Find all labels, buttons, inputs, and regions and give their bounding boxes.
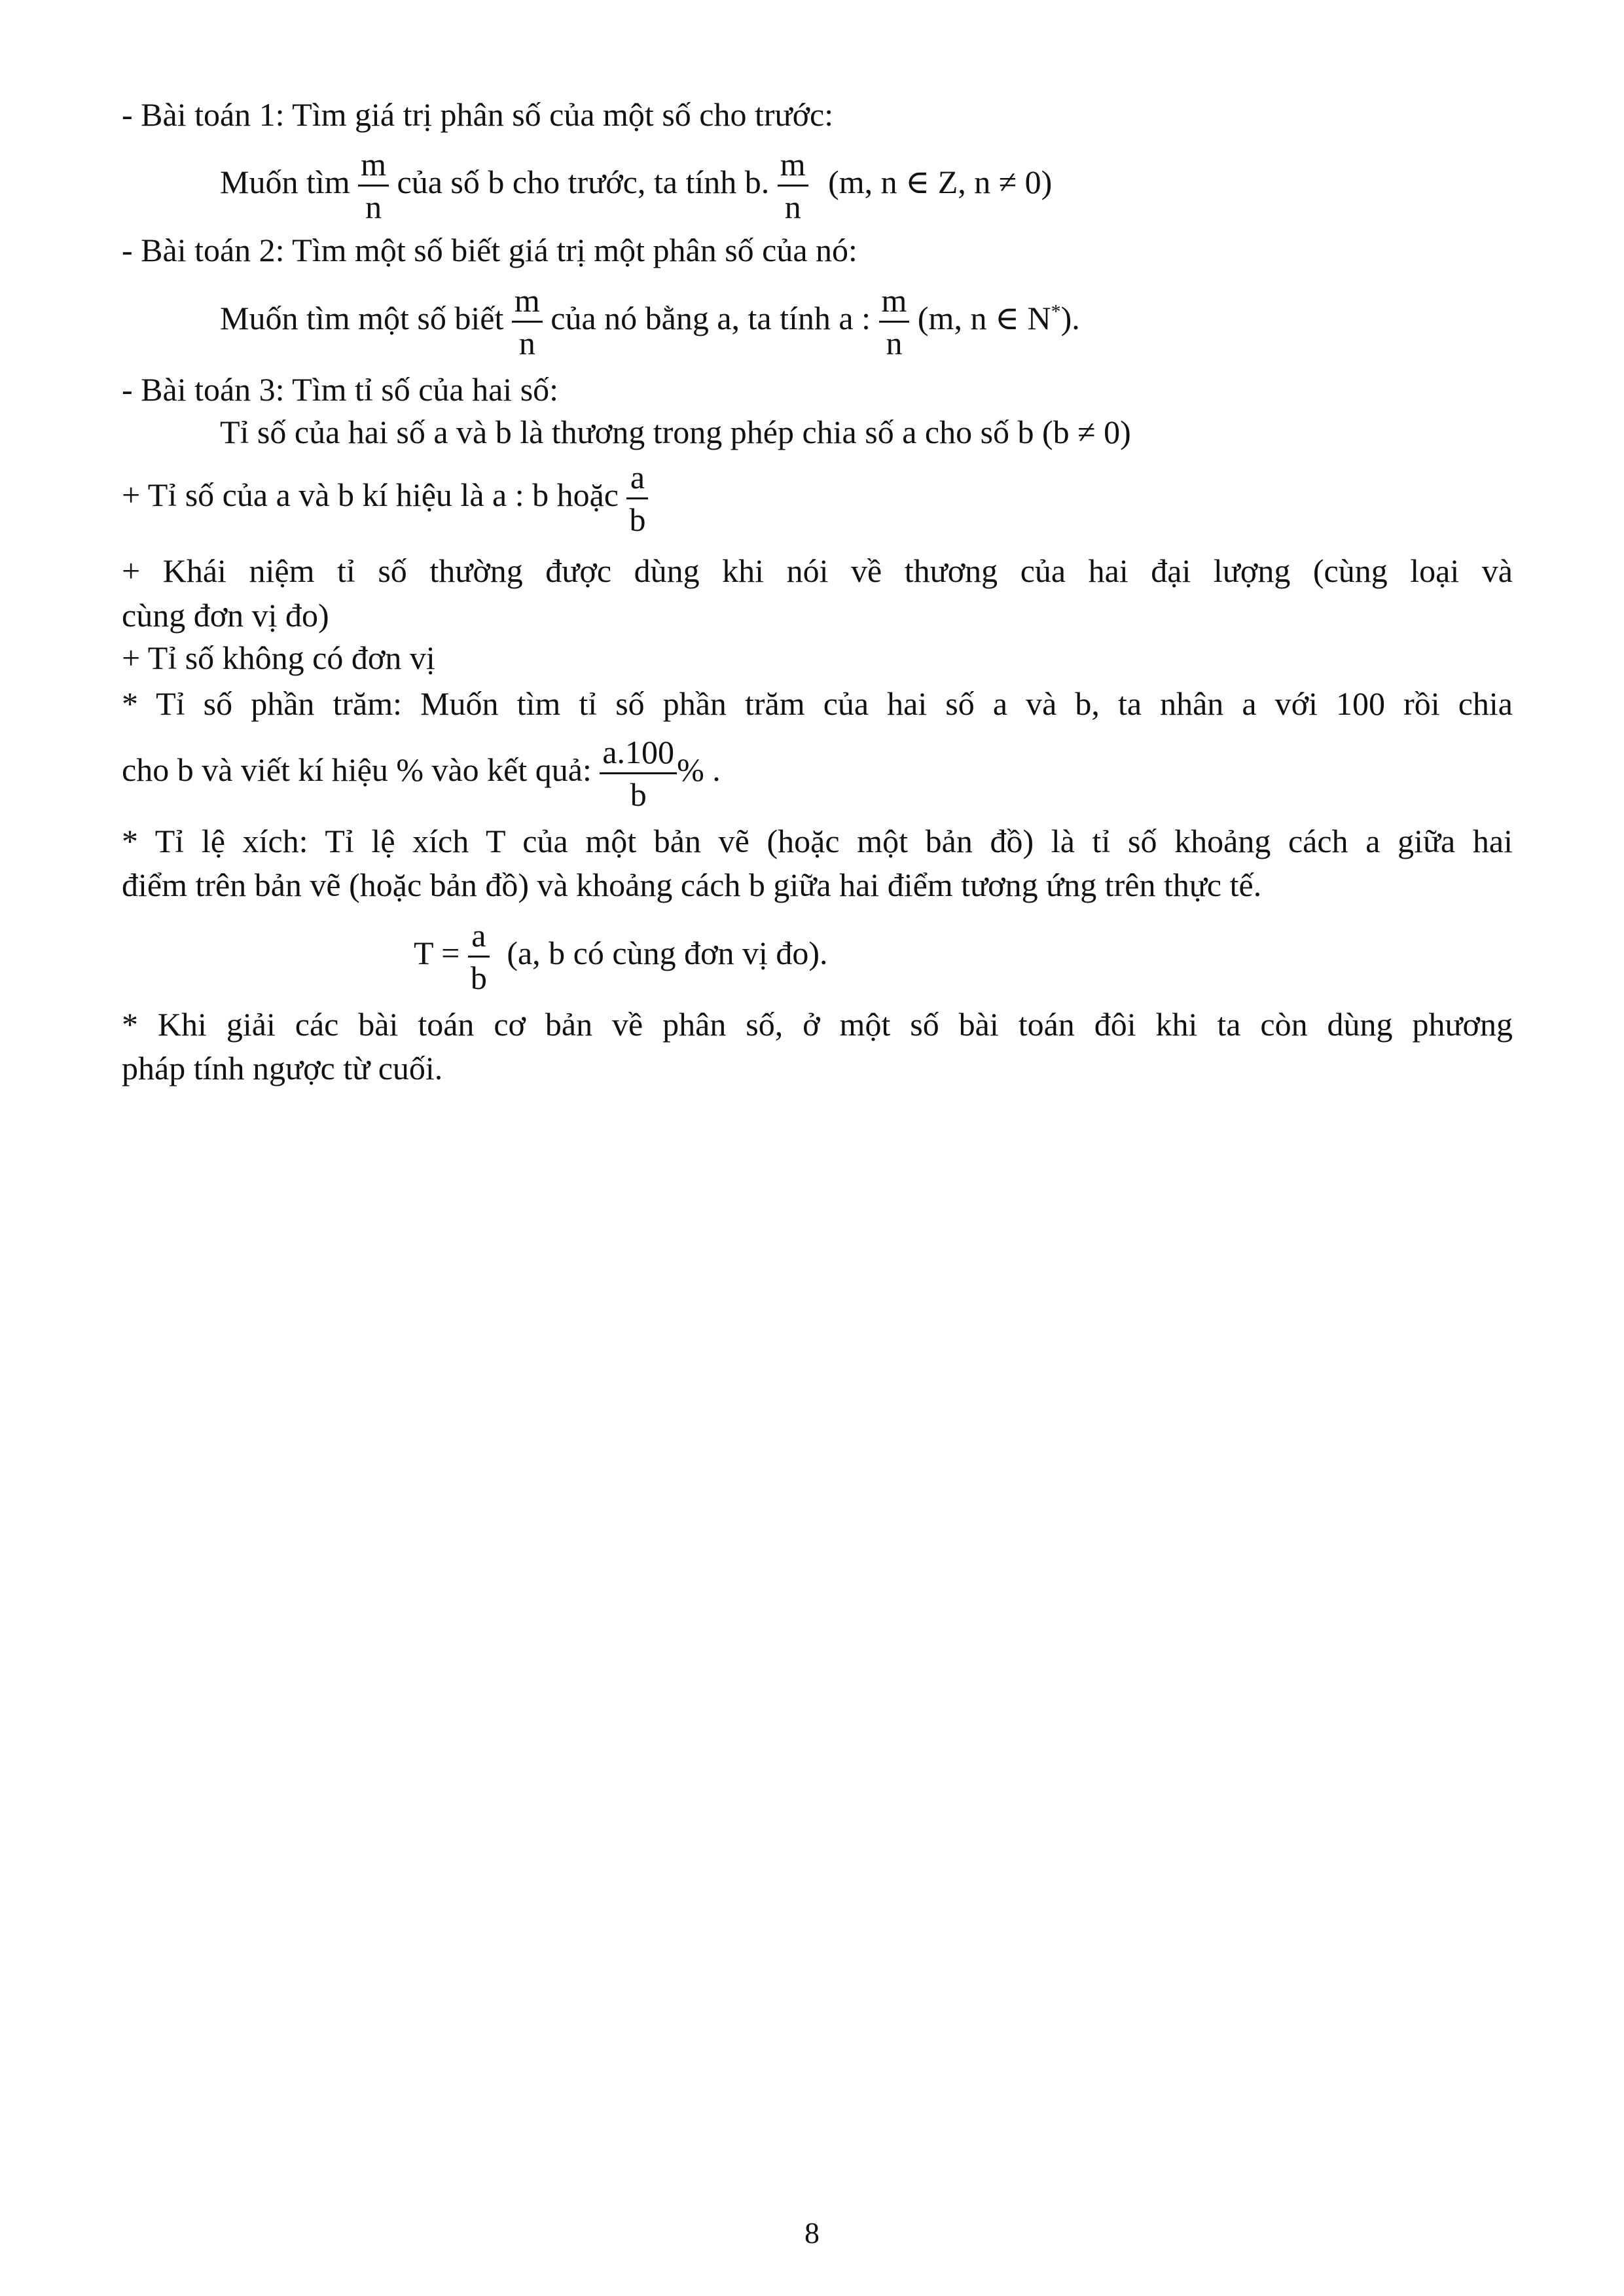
reverse-method-line-2: pháp tính ngược từ cuối.	[122, 1050, 443, 1086]
numerator: m	[881, 282, 907, 319]
condition: (m, n ∈ N*).	[917, 299, 1080, 336]
fraction-bar	[626, 497, 648, 499]
percent-line-1: * Tỉ số phần trăm: Muốn tìm tỉ số phần trăm của hai số a và b, ta nhân a với 100 rồi chia	[122, 685, 1513, 722]
condition: (m, n ∈ Z, n ≠ 0)	[828, 163, 1053, 200]
fraction-m-over-n	[778, 145, 808, 226]
fraction-bar	[468, 956, 490, 958]
percent-line-2: cho b và viết kí hiệu % vào kết quả: $\frac{a.100}{b}$ % .	[122, 734, 721, 813]
scale-formula: T = $\frac{a}{b}$ (a, b có cùng đơn vị đo).	[414, 917, 828, 996]
denominator: n	[518, 325, 535, 361]
fraction-a-over-b	[626, 458, 648, 539]
denominator: b	[629, 501, 646, 538]
percent-suffix: % .	[677, 751, 721, 788]
ratio-concept-line-1: + Khái niệm tỉ số thường được dùng khi nói về thương của hai đại lượng (cùng loại và	[122, 552, 1513, 589]
scale-line-1: * Tỉ lệ xích: Tỉ lệ xích T của một bản vẽ (hoặc một bản đồ) là tỉ số khoảng cách a giữa hai	[122, 823, 1513, 859]
denominator: b	[470, 960, 487, 996]
numerator: m	[361, 146, 387, 183]
denominator: n	[886, 325, 903, 361]
fraction-bar	[600, 772, 677, 774]
bai-toan-1-rule	[220, 145, 1052, 226]
fraction-bar	[778, 185, 808, 187]
ratio-definition: Tỉ số của hai số a và b là thương trong phép chia số a cho số b (b ≠ 0)	[220, 414, 1131, 450]
bai-toan-3-heading: - Bài toán 3: Tìm tỉ số của hai số:	[122, 371, 559, 408]
page-number: 8	[804, 2216, 820, 2250]
ratio-notation: + Tỉ số của a và b kí hiệu là a : b hoặc $\frac{a}{b}$	[122, 458, 648, 539]
numerator: m	[780, 146, 806, 183]
fraction-bar	[512, 321, 543, 323]
ratio-no-unit: + Tỉ số không có đơn vị	[122, 639, 435, 676]
numerator: a	[630, 459, 645, 495]
fraction-m-over-n	[512, 281, 543, 362]
numerator: a	[471, 917, 486, 954]
reverse-method-line-1: * Khi giải các bài toán cơ bản về phân số, ở một số bài toán đôi khi ta còn dùng phương	[122, 1006, 1513, 1043]
scale-line-2: điểm trên bản vẽ (hoặc bản đồ) và khoảng cách b giữa hai điểm tương ứng trên thực tế.	[122, 867, 1262, 903]
fraction-bar	[879, 321, 910, 323]
bai-toan-1-heading: - Bài toán 1: Tìm giá trị phân số của một số cho trước:	[122, 96, 834, 133]
rule-text: Muốn tìm	[220, 163, 350, 200]
numerator: m	[514, 282, 540, 319]
denominator: n	[784, 188, 801, 225]
denominator: b	[630, 776, 647, 813]
fraction-m-over-n	[879, 281, 910, 362]
fraction-m-over-n	[358, 145, 389, 226]
rule-text: của nó bằng a, ta tính a :	[550, 299, 871, 336]
bai-toan-2-heading: - Bài toán 2: Tìm một số biết giá trị một phân số của nó:	[122, 232, 857, 268]
ratio-concept-line-2: cùng đơn vị đo)	[122, 597, 329, 634]
fraction-a100-over-b	[600, 733, 677, 814]
rule-text: Muốn tìm một số biết	[220, 299, 504, 336]
bai-toan-2-rule	[220, 281, 1080, 362]
fraction-a-over-b	[468, 916, 490, 997]
fraction-bar	[358, 185, 389, 187]
rule-text: của số b cho trước, ta tính b.	[397, 163, 770, 200]
denominator: n	[365, 188, 382, 225]
numerator: a.100	[602, 734, 675, 770]
